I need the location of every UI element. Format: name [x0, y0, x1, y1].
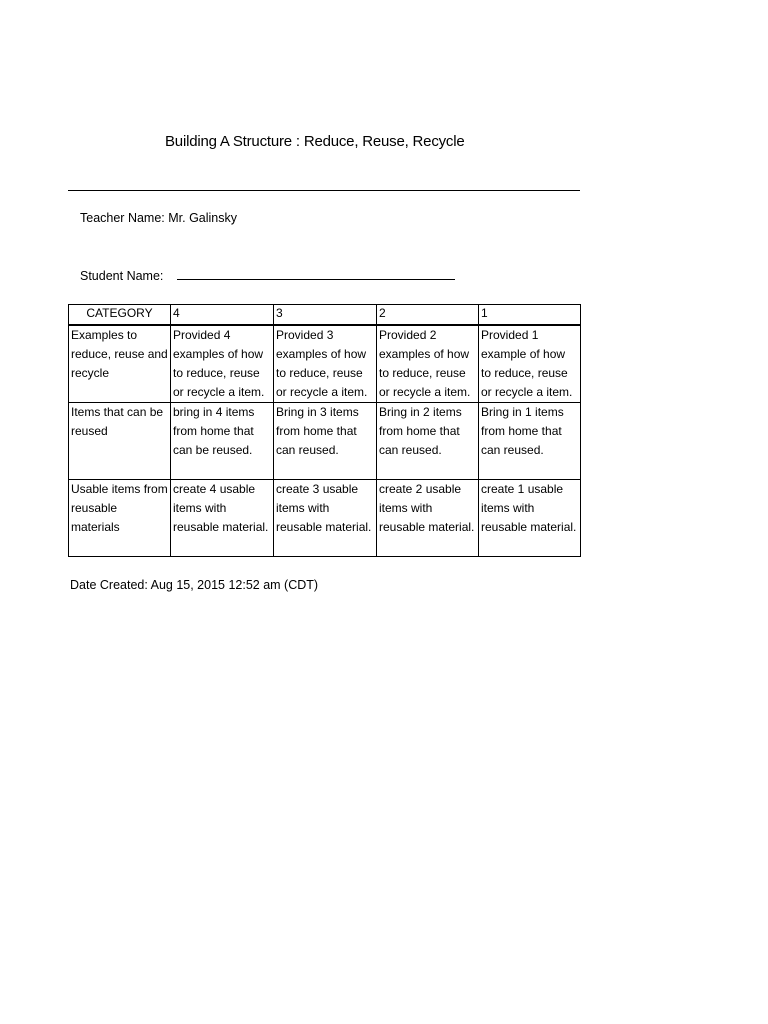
teacher-name-label: Teacher Name: — [80, 211, 165, 225]
table-cell: Provided 3 examples of how to reduce, reuse or recycle a item. — [274, 325, 377, 403]
table-cell: Bring in 2 items from home that can reused. — [377, 403, 479, 480]
header-score-1: 1 — [479, 305, 581, 326]
teacher-name-line — [80, 211, 237, 225]
table-cell: Bring in 1 items from home that can reused. — [479, 403, 581, 480]
table-cell: create 4 usable items with reusable material. — [171, 480, 274, 557]
table-cell: Provided 1 example of how to reduce, reuse or recycle a item. — [479, 325, 581, 403]
header-score-3: 3 — [274, 305, 377, 326]
table-cell: Provided 2 examples of how to reduce, reuse or recycle a item. — [377, 325, 479, 403]
header-score-4: 4 — [171, 305, 274, 326]
table-cell: Bring in 3 items from home that can reused. — [274, 403, 377, 480]
rubric-table — [68, 304, 581, 557]
student-name-label: Student Name: — [80, 269, 164, 283]
table-cell: Provided 4 examples of how to reduce, reuse or recycle a item. — [171, 325, 274, 403]
date-created: Date Created: Aug 15, 2015 12:52 am (CDT) — [70, 578, 319, 592]
header-score-2: 2 — [377, 305, 479, 326]
student-name-line — [80, 267, 455, 283]
student-name-blank — [177, 267, 455, 280]
teacher-name-value: Mr. Galinsky — [168, 211, 238, 225]
document-title: Building A Structure : Reduce, Reuse, Recycle — [165, 133, 465, 150]
table-row — [69, 480, 581, 557]
header-category: CATEGORY — [69, 305, 171, 326]
table-cell: bring in 4 items from home that can be reused. — [171, 403, 274, 480]
title-divider — [68, 190, 580, 191]
rubric-header-row — [69, 305, 581, 326]
table-cell: create 2 usable items with reusable material. — [377, 480, 479, 557]
row-category: Examples to reduce, reuse and recycle — [69, 325, 171, 403]
table-cell: create 1 usable items with reusable material. — [479, 480, 581, 557]
row-category: Items that can be reused — [69, 403, 171, 480]
row-category: Usable items from reusable materials — [69, 480, 171, 557]
table-row — [69, 403, 581, 480]
table-row — [69, 325, 581, 403]
table-cell: create 3 usable items with reusable material. — [274, 480, 377, 557]
